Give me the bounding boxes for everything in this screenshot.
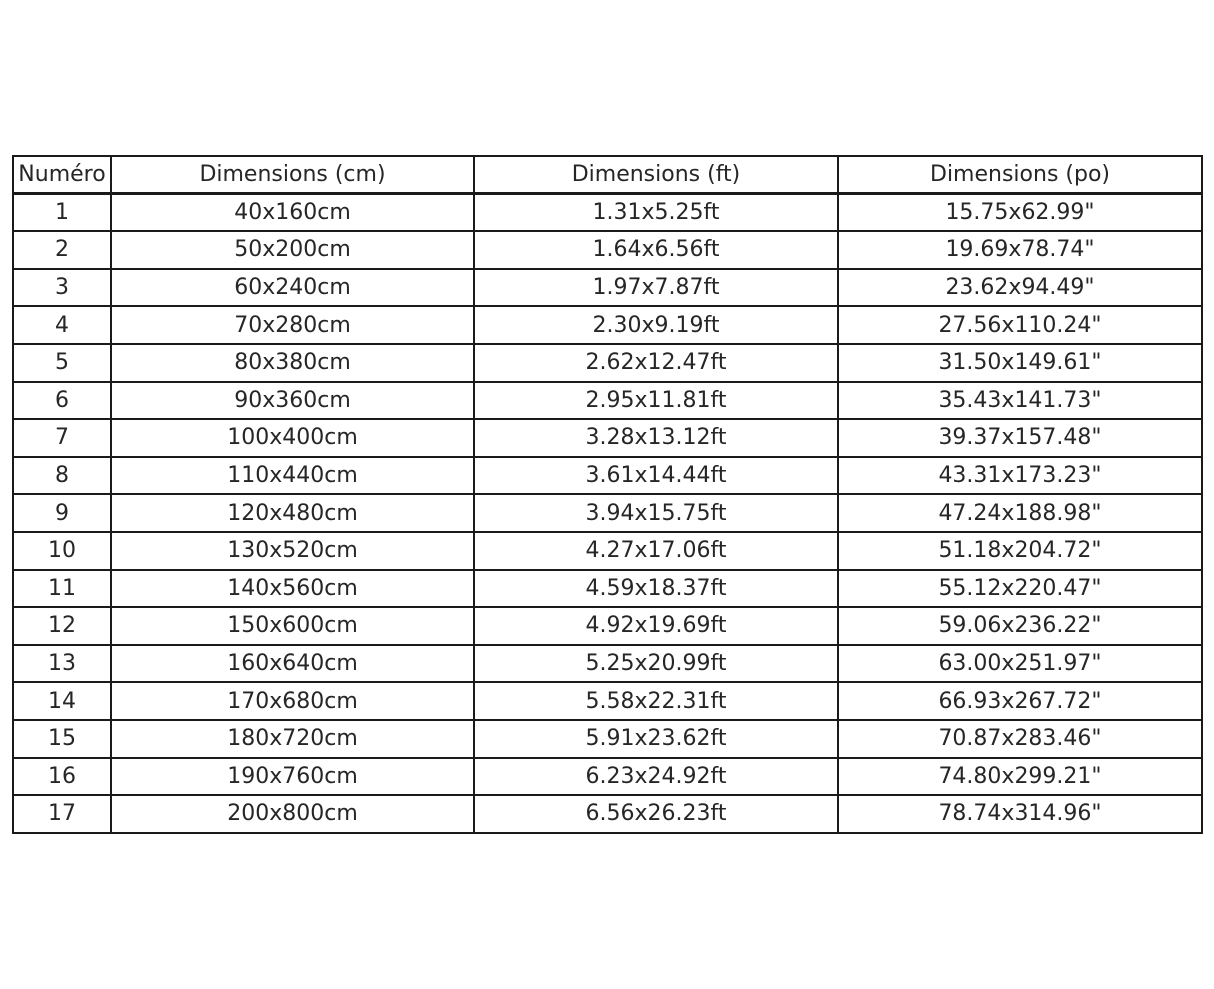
table-cell: 1 [13, 194, 111, 232]
table-cell: 140x560cm [111, 570, 474, 608]
table-cell: 27.56x110.24" [838, 306, 1202, 344]
table-row [13, 269, 1202, 307]
table-cell: 2 [13, 231, 111, 269]
table-cell: 39.37x157.48" [838, 419, 1202, 457]
table-cell: 17 [13, 795, 111, 833]
table-cell: 55.12x220.47" [838, 570, 1202, 608]
table-row [13, 570, 1202, 608]
table-cell: 110x440cm [111, 457, 474, 495]
table-row [13, 457, 1202, 495]
table-cell: 90x360cm [111, 382, 474, 420]
table-cell: 2.62x12.47ft [474, 344, 838, 382]
table-row [13, 607, 1202, 645]
table-cell: 180x720cm [111, 720, 474, 758]
table-cell: 190x760cm [111, 758, 474, 796]
table-row [13, 344, 1202, 382]
table-cell: 7 [13, 419, 111, 457]
table-row [13, 720, 1202, 758]
table-cell: 4 [13, 306, 111, 344]
table-cell: 170x680cm [111, 682, 474, 720]
table-row [13, 532, 1202, 570]
table-row [13, 758, 1202, 796]
table-cell: 15.75x62.99" [838, 194, 1202, 232]
table-body [13, 194, 1202, 833]
table-row [13, 494, 1202, 532]
table-cell: 6 [13, 382, 111, 420]
table-cell: 40x160cm [111, 194, 474, 232]
table-cell: 78.74x314.96" [838, 795, 1202, 833]
table-cell: 63.00x251.97" [838, 645, 1202, 683]
table-cell: 66.93x267.72" [838, 682, 1202, 720]
table-cell: 200x800cm [111, 795, 474, 833]
table-cell: 11 [13, 570, 111, 608]
table-cell: 51.18x204.72" [838, 532, 1202, 570]
table-cell: 1.64x6.56ft [474, 231, 838, 269]
table-row [13, 682, 1202, 720]
table-cell: 2.30x9.19ft [474, 306, 838, 344]
table-cell: 130x520cm [111, 532, 474, 570]
table-cell: 47.24x188.98" [838, 494, 1202, 532]
table-row [13, 645, 1202, 683]
table-cell: 5.91x23.62ft [474, 720, 838, 758]
table-cell: 70x280cm [111, 306, 474, 344]
table-cell: 3.61x14.44ft [474, 457, 838, 495]
table-cell: 120x480cm [111, 494, 474, 532]
table-cell: 5.58x22.31ft [474, 682, 838, 720]
table-cell: 19.69x78.74" [838, 231, 1202, 269]
table-cell: 59.06x236.22" [838, 607, 1202, 645]
table-cell: 14 [13, 682, 111, 720]
table-cell: 3.28x13.12ft [474, 419, 838, 457]
table-row [13, 419, 1202, 457]
table-cell: 50x200cm [111, 231, 474, 269]
table-cell: 60x240cm [111, 269, 474, 307]
table-cell: 43.31x173.23" [838, 457, 1202, 495]
table-cell: 4.27x17.06ft [474, 532, 838, 570]
table-cell: 2.95x11.81ft [474, 382, 838, 420]
table-cell: 10 [13, 532, 111, 570]
table-cell: 4.59x18.37ft [474, 570, 838, 608]
table-cell: 31.50x149.61" [838, 344, 1202, 382]
dimensions-table [12, 155, 1203, 834]
table-cell: 15 [13, 720, 111, 758]
column-header-ft: Dimensions (ft) [474, 156, 838, 194]
table-cell: 6.56x26.23ft [474, 795, 838, 833]
table-cell: 1.31x5.25ft [474, 194, 838, 232]
table-row [13, 231, 1202, 269]
table-row [13, 306, 1202, 344]
table-cell: 160x640cm [111, 645, 474, 683]
table-row [13, 795, 1202, 833]
table-cell: 23.62x94.49" [838, 269, 1202, 307]
table-cell: 100x400cm [111, 419, 474, 457]
table-cell: 35.43x141.73" [838, 382, 1202, 420]
table-cell: 9 [13, 494, 111, 532]
table-cell: 74.80x299.21" [838, 758, 1202, 796]
table-cell: 6.23x24.92ft [474, 758, 838, 796]
table-cell: 3 [13, 269, 111, 307]
table-cell: 8 [13, 457, 111, 495]
table-cell: 80x380cm [111, 344, 474, 382]
table-cell: 4.92x19.69ft [474, 607, 838, 645]
column-header-po: Dimensions (po) [838, 156, 1202, 194]
table-cell: 12 [13, 607, 111, 645]
table-cell: 70.87x283.46" [838, 720, 1202, 758]
table-cell: 3.94x15.75ft [474, 494, 838, 532]
table-cell: 5 [13, 344, 111, 382]
table-cell: 1.97x7.87ft [474, 269, 838, 307]
table-row [13, 382, 1202, 420]
header-row [13, 156, 1202, 194]
table-row [13, 194, 1202, 232]
table-cell: 16 [13, 758, 111, 796]
table-cell: 5.25x20.99ft [474, 645, 838, 683]
table-cell: 13 [13, 645, 111, 683]
table-cell: 150x600cm [111, 607, 474, 645]
column-header-numero: Numéro [13, 156, 111, 194]
column-header-cm: Dimensions (cm) [111, 156, 474, 194]
